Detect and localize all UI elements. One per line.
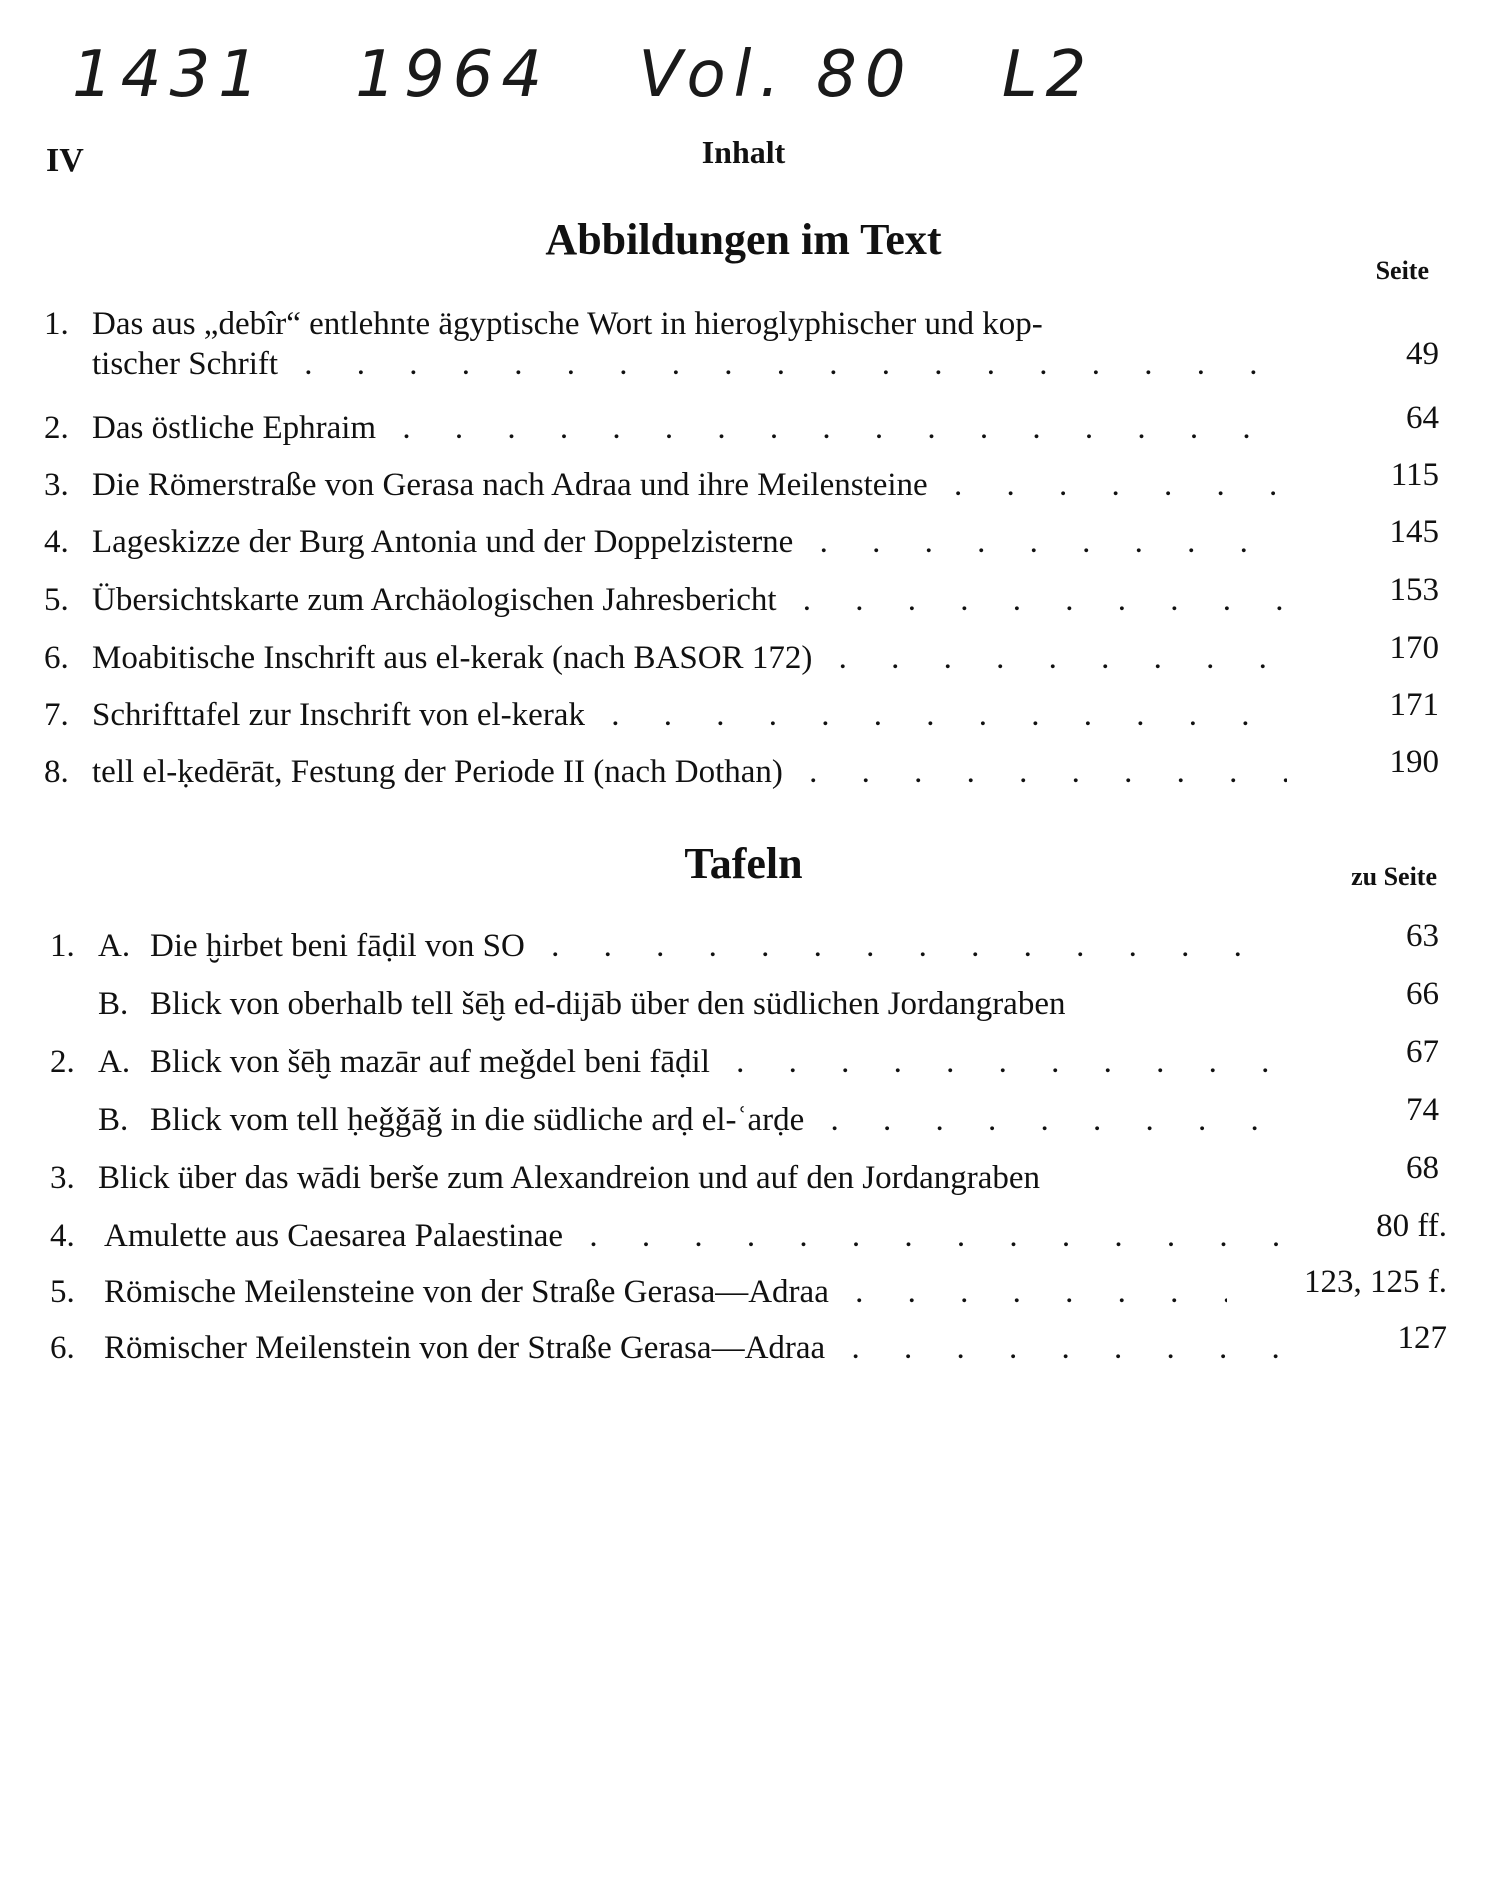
entry-number: 8. xyxy=(44,754,69,790)
entry-text: Blick über das wādi berše zum Alexandreion und auf den Jordangraben xyxy=(98,1160,1041,1196)
list-item xyxy=(0,1034,1487,1084)
list-item xyxy=(0,918,1487,968)
list-item xyxy=(0,1208,1487,1258)
entry-number: 5. xyxy=(44,582,69,618)
entry-number: 6. xyxy=(44,640,69,676)
entry-page: 64 xyxy=(1406,400,1439,436)
entry-text-continued: tischer Schrift . . . xyxy=(92,346,1287,383)
entry-page: 123, 125 f. xyxy=(1304,1264,1447,1300)
list-item xyxy=(0,514,1487,564)
list-item xyxy=(0,630,1487,680)
entry-subletter: B. xyxy=(98,986,129,1022)
entry-page: 171 xyxy=(1389,687,1439,723)
list-item xyxy=(0,306,1487,382)
entry-page: 67 xyxy=(1406,1034,1439,1070)
entry-number: 3. xyxy=(50,1160,75,1196)
entry-page: 80 ff. xyxy=(1376,1208,1447,1244)
column-label-seite: Seite xyxy=(1375,256,1429,285)
running-head: Inhalt xyxy=(701,134,786,170)
list-item xyxy=(0,1264,1487,1314)
entry-text: Das aus „debîr“ entlehnte ägyptische Wort in hieroglyphischer und kop- xyxy=(92,306,1043,342)
entry-number: 5. xyxy=(50,1274,75,1310)
entry-number: 3. xyxy=(44,467,69,503)
section-title-abbildungen: Abbildungen im Text xyxy=(545,215,942,264)
entry-text: Römischer Meilenstein von der Straße Gerasa—Adraa . . . xyxy=(104,1330,1287,1367)
entry-subletter: A. xyxy=(98,1044,131,1080)
entry-number: 2. xyxy=(50,1044,75,1080)
handwritten-volume: Vol. 80 xyxy=(638,38,914,112)
entry-page: 74 xyxy=(1406,1092,1439,1128)
list-item xyxy=(0,1320,1487,1370)
entry-page: 170 xyxy=(1389,630,1439,666)
entry-text: Das östliche Ephraim . . . xyxy=(92,410,1287,447)
entry-subletter: A. xyxy=(98,928,131,964)
handwritten-annotation xyxy=(72,38,1154,112)
entry-number: 2. xyxy=(44,410,69,446)
entry-number: 4. xyxy=(44,524,69,560)
entry-subletter: B. xyxy=(98,1102,129,1138)
entry-text: Übersichtskarte zum Archäologischen Jahresbericht . . . xyxy=(92,582,1287,619)
entry-page: 68 xyxy=(1406,1150,1439,1186)
list-item xyxy=(0,457,1487,507)
handwritten-number: 1431 xyxy=(72,38,267,112)
list-item xyxy=(0,687,1487,737)
list-item xyxy=(0,976,1487,1026)
entry-page: 145 xyxy=(1389,514,1439,550)
list-item xyxy=(0,1092,1487,1142)
entry-number: 7. xyxy=(44,697,69,733)
entry-text: Blick vom tell ḥeǧǧāǧ in die südliche arḍ el-ʿarḍe . . . xyxy=(150,1102,1287,1139)
entry-text: Blick von oberhalb tell šēḫ ed-dijāb über den südlichen Jordangraben xyxy=(150,986,1066,1022)
entry-page: 190 xyxy=(1389,744,1439,780)
entry-text: Die Römerstraße von Gerasa nach Adraa und ihre Meilensteine . . . xyxy=(92,467,1287,504)
list-item xyxy=(0,744,1487,794)
entry-text: tell el-ḳedērāt, Festung der Periode II (nach Dothan) . . . xyxy=(92,754,1287,791)
entry-page: 49 xyxy=(1406,336,1439,372)
entry-text: Schrifttafel zur Inschrift von el-kerak . . . xyxy=(92,697,1287,734)
entry-number: 4. xyxy=(50,1218,75,1254)
page-numeral: IV xyxy=(46,142,84,179)
entry-text: Moabitische Inschrift aus el-kerak (nach BASOR 172) . . . xyxy=(92,640,1287,677)
entry-text: Amulette aus Caesarea Palaestinae . . . xyxy=(104,1218,1287,1255)
column-label-zu-seite: zu Seite xyxy=(1351,862,1437,891)
entry-text: Blick von šēḫ mazār auf meǧdel beni fāḍil . . . xyxy=(150,1044,1287,1081)
entry-page: 127 xyxy=(1397,1320,1447,1356)
entry-number: 1. xyxy=(44,306,69,342)
entry-number: 6. xyxy=(50,1330,75,1366)
list-item xyxy=(0,1150,1487,1200)
list-item xyxy=(0,400,1487,450)
entry-page: 115 xyxy=(1390,457,1439,493)
entry-page: 153 xyxy=(1389,572,1439,608)
entry-number: 1. xyxy=(50,928,75,964)
list-item xyxy=(0,572,1487,622)
entry-text: Lageskizze der Burg Antonia und der Doppelzisterne . . . xyxy=(92,524,1287,561)
entry-page: 66 xyxy=(1406,976,1439,1012)
entry-page: 63 xyxy=(1406,918,1439,954)
entry-text: Die ḫirbet beni fāḍil von SO . . . xyxy=(150,928,1287,965)
handwritten-code: L2 xyxy=(1001,38,1095,112)
entry-text: Römische Meilensteine von der Straße Gerasa—Adraa . . . xyxy=(104,1274,1227,1311)
section-title-tafeln: Tafeln xyxy=(684,839,803,888)
handwritten-year: 1964 xyxy=(355,38,551,112)
